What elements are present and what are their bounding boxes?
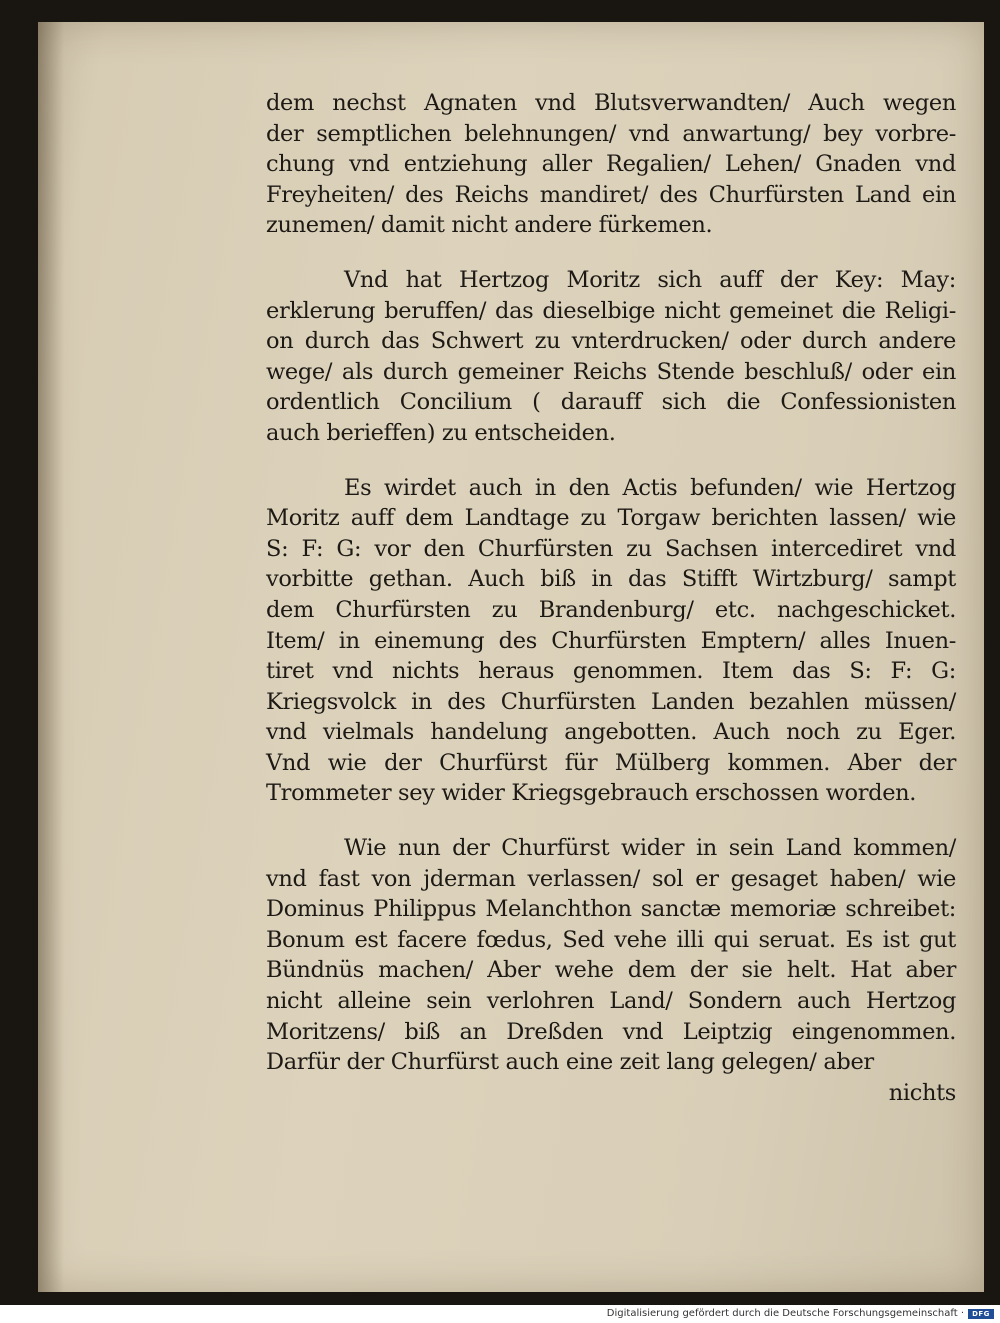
text-line: Trommeter sey wider Kriegsgebrauch erschossen worden. [266,780,917,807]
paragraph [266,265,956,449]
text-line: zunemen/ damit nicht andere fürkemen. [266,212,713,239]
dfg-logo-icon: DFG [968,1309,994,1319]
text-line: S: F: G: vor den Churfürsten zu Sachsen intercediret vnd [266,535,956,562]
text-line: dem nechst Agnaten vnd Blutsverwandten/ Auch wegen [266,90,956,116]
text-line: Moritzens/ biß an Dreßden vnd Leiptzig eingenommen. [266,1018,956,1045]
text-line: Item/ in einemung des Churfürsten Emptern/ alles Inuen- [266,627,956,654]
text-line: dem Churfürsten zu Brandenburg/ etc. nachgeschicket. [266,596,956,623]
catchword: nichts [888,1079,956,1106]
text-line: auch berieffen) zu entscheiden. [266,419,616,446]
text-line: Wie nun der Churfürst wider in sein Land kommen/ [344,835,956,862]
text-line: tiret vnd nichts heraus genommen. Item das S: F: G: [266,658,956,685]
text-line: ordentlich Concilium ( darauff sich die Confessionisten [266,389,956,416]
paragraph [266,473,956,810]
paragraph [266,88,956,241]
footer-credit: Digitalisierung gefördert durch die Deutsche Forschungsgemeinschaft · [606,1308,964,1319]
text-line: Darfür der Churfürst auch eine zeit lang gelegen/ aber [266,1049,874,1076]
text-line: Freyheiten/ des Reichs mandiret/ des Churfürsten Land ein [266,181,956,208]
text-line: Moritz auff dem Landtage zu Torgaw berichten lassen/ wie [266,505,956,532]
text-line: Kriegsvolck in des Churfürsten Landen bezahlen müssen/ [266,688,956,715]
paragraph [266,833,956,1108]
text-line: on durch das Schwert zu vnterdrucken/ oder durch andere [266,328,956,355]
text-line: Bündnüs machen/ Aber wehe dem der sie helt. Hat aber [266,957,956,984]
book-page [38,22,984,1292]
text-line: wege/ als durch gemeiner Reichs Stende beschluß/ oder ein [266,358,956,385]
text-line: Dominus Philippus Melanchthon sanctæ memoriæ schreibet: [266,896,956,923]
text-line: nicht alleine sein verlohren Land/ Sondern auch Hertzog [266,988,956,1015]
text-line: Es wirdet auch in den Actis befunden/ wie Hertzog [344,474,956,501]
text-line: chung vnd entziehung aller Regalien/ Lehen/ Gnaden vnd [266,151,956,178]
text-line: erklerung beruffen/ das dieselbige nicht gemeinet die Religi- [266,297,956,324]
text-line: Bonum est facere fœdus, Sed vehe illi qui seruat. Es ist gut [266,926,956,953]
text-line: der semptlichen belehnungen/ vnd anwartung/ bey vorbre- [266,120,956,147]
text-line: vorbitte gethan. Auch biß in das Stifft Wirtzburg/ sampt [266,566,956,593]
footer-bar [0,1305,1000,1323]
page-text [266,88,956,1108]
text-line: Vnd hat Hertzog Moritz sich auff der Key: May: [344,266,956,293]
text-line: Vnd wie der Churfürst für Mülberg kommen. Aber der [266,749,956,776]
text-line: vnd fast von jderman verlassen/ sol er gesaget haben/ wie [266,865,956,892]
text-line: vnd vielmals handelung angebotten. Auch noch zu Eger. [266,719,956,746]
